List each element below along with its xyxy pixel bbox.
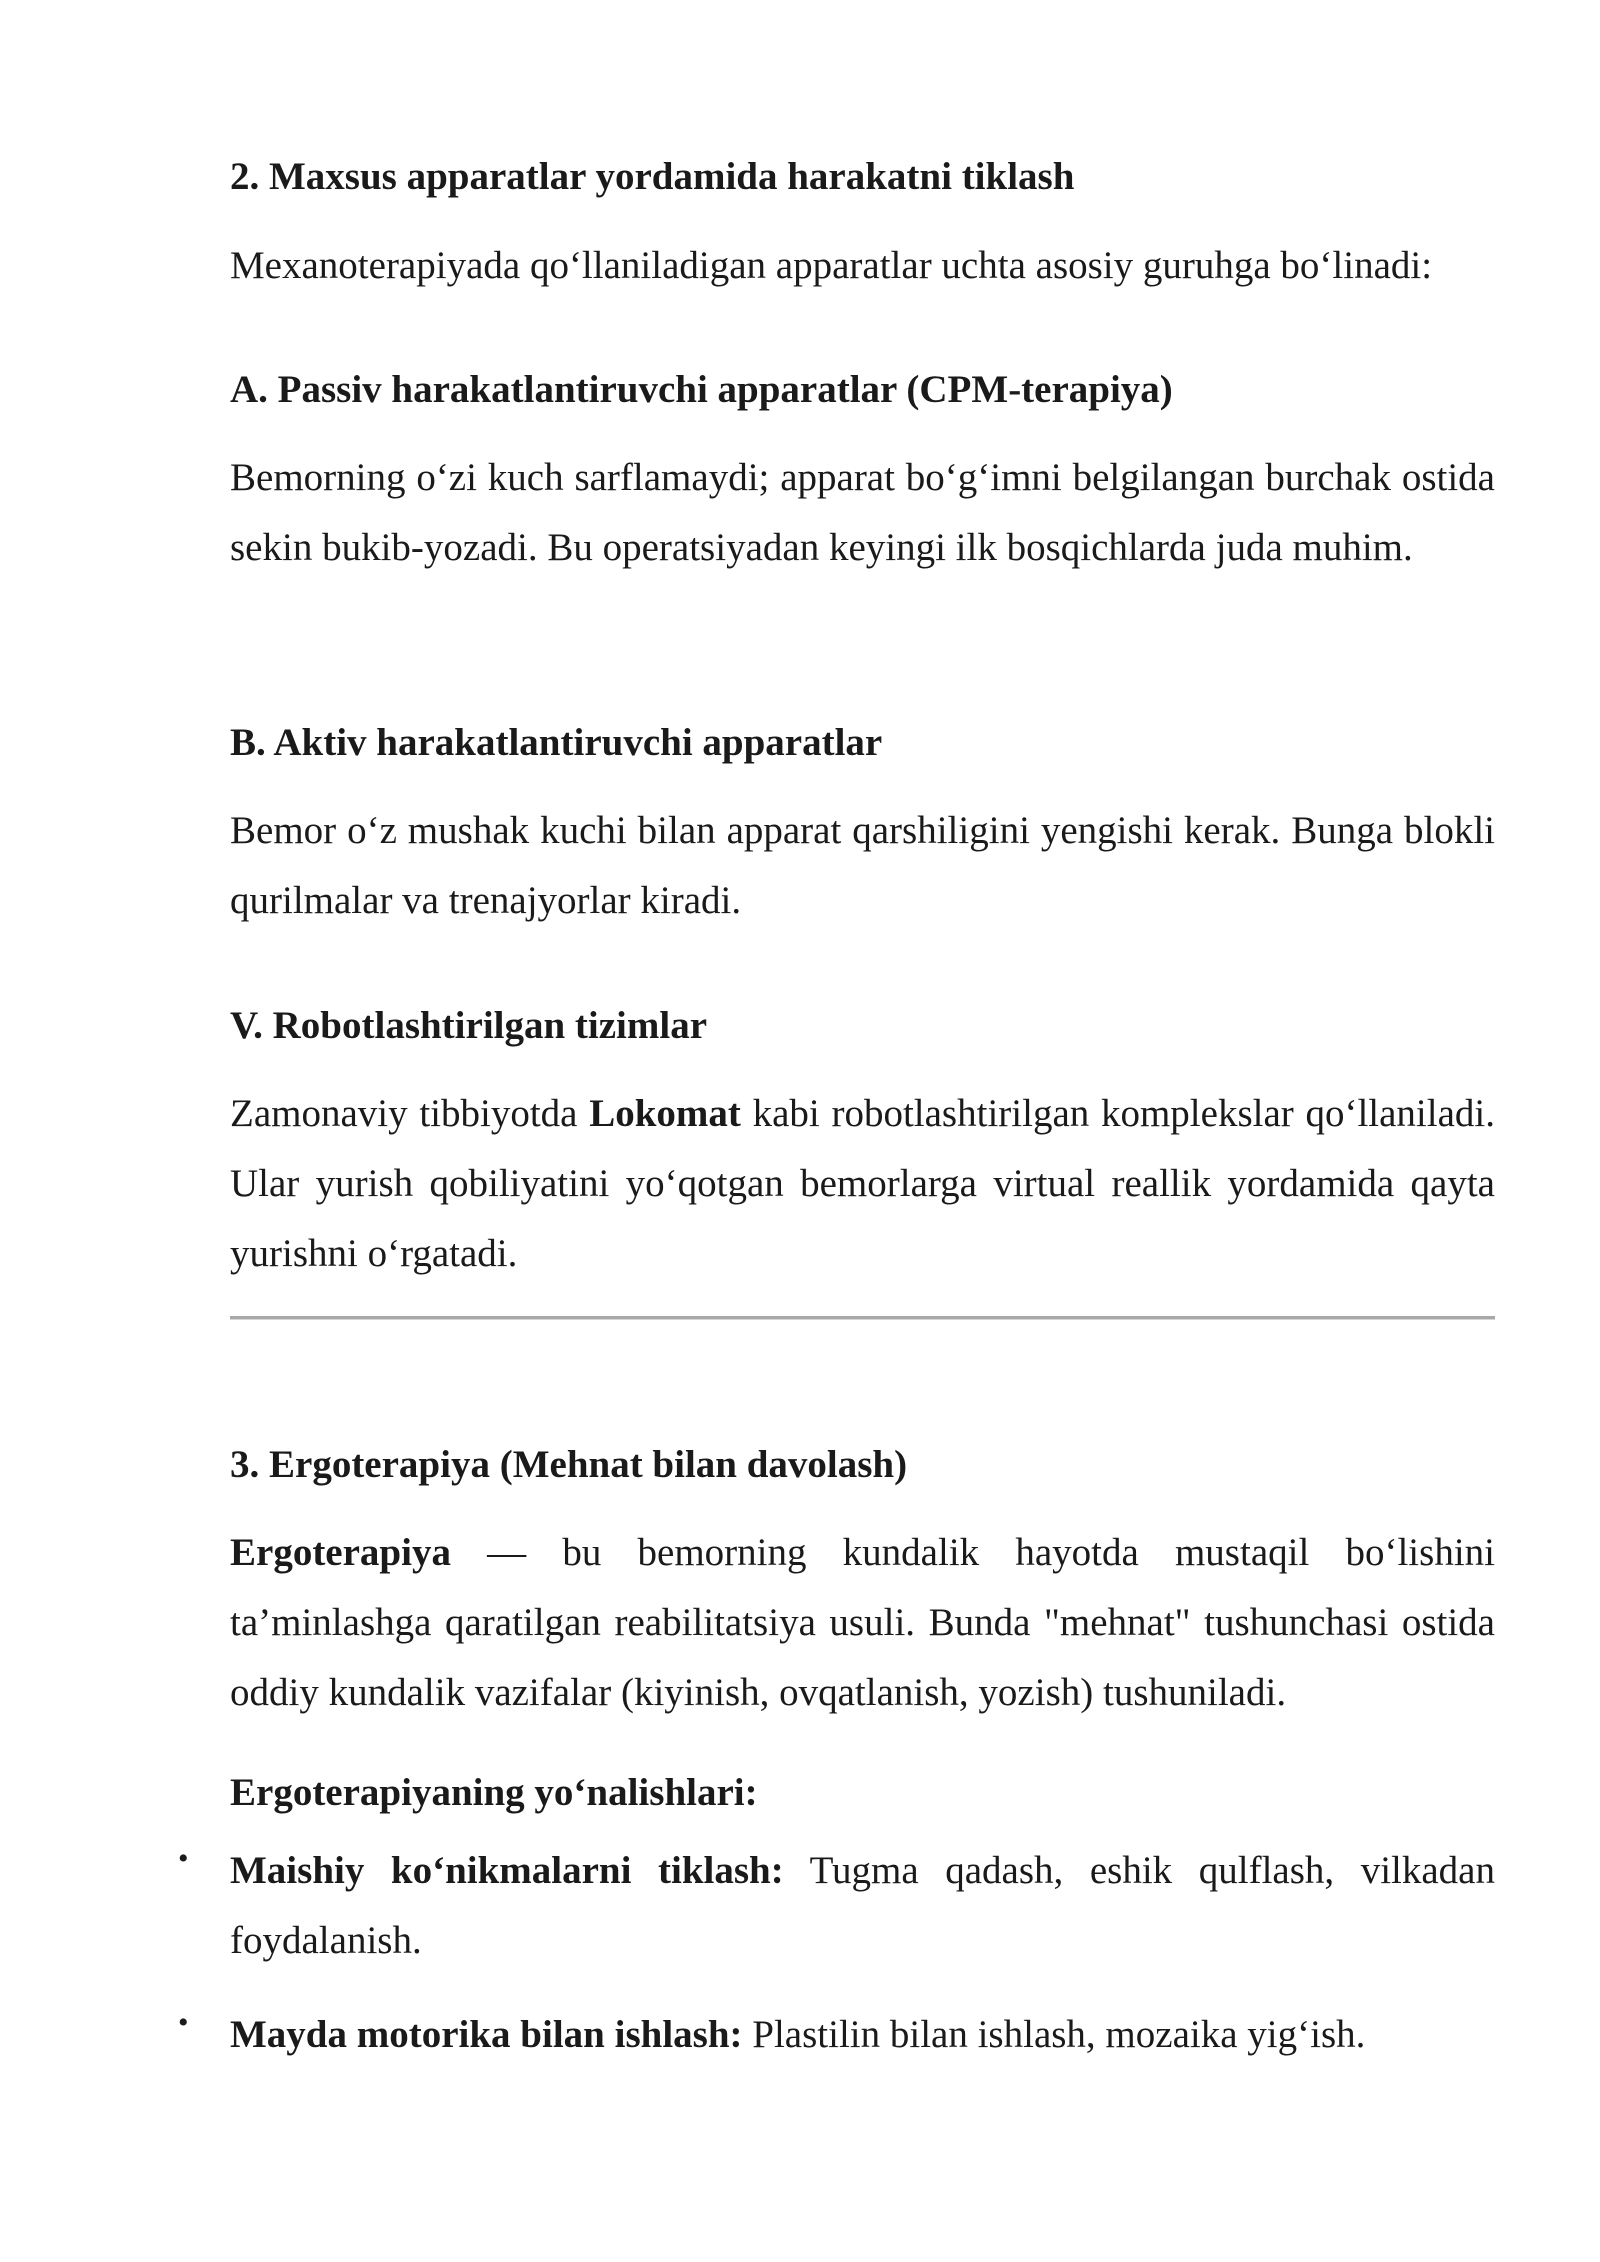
section-3-definition-text: — bu bemorning kundalik hayotda mustaqil bo‘lishini ta’minlashga qaratilgan reabilitatsiya usuli. Bunda "mehnat" tushunchasi ostida oddiy kundalik vazifalar (kiyinish, ovqatlanish, yozish) tushuniladi.	[230, 1531, 1495, 1714]
subsection-b	[230, 718, 1495, 768]
subsection-a-text: Bemorning o‘zi kuch sarflamaydi; apparat bo‘g‘imni belgilangan burchak ostida sekin bukib-yozadi. Bu operatsiyadan keyingi ilk bosqichlarda juda muhim.	[230, 456, 1495, 569]
section-2-intro: Mexanoterapiyada qo‘llaniladigan apparatlar uchta asosiy guruhga bo‘linadi:	[230, 244, 1433, 287]
section-2-title: 2. Maxsus apparatlar yordamida harakatni tiklash	[230, 155, 1075, 198]
section-3-definition-block	[230, 1518, 1495, 1728]
list-item-body: Plastilin bilan ishlash, mozaika yig‘ish.	[742, 2013, 1366, 2056]
subsection-b-body	[230, 796, 1495, 936]
subsection-v-text-before: Zamonaviy tibbiyotda	[230, 1092, 590, 1135]
subsection-a-body	[230, 443, 1495, 583]
list-item-lead: Maishiy ko‘nikmalarni tiklash:	[230, 1849, 784, 1892]
list-item	[178, 2000, 1495, 2070]
subsection-b-title: B. Aktiv harakatlantiruvchi apparatlar	[230, 721, 883, 764]
list-item-text	[230, 1836, 1495, 1976]
bullet-marker: •	[178, 2006, 189, 2039]
subsection-a-title: A. Passiv harakatlantiruvchi apparatlar (CPM-terapiya)	[230, 368, 1173, 411]
subsection-v-text-after: kabi robotlashtirilgan komplekslar qo‘llaniladi. Ular yurish qobiliyatini yo‘qotgan bemorlarga virtual reallik yordamida qayta yurishni o‘rgatadi.	[230, 1092, 1496, 1275]
list-item-body: Tugma qadash, eshik qulflash, vilkadan foydalanish.	[230, 1849, 1495, 1962]
section-2	[230, 152, 1495, 202]
subsection-b-text: Bemor o‘z mushak kuchi bilan apparat qarshiligini yengishi kerak. Bunga blokli qurilmalar va trenajyorlar kiradi.	[230, 809, 1495, 922]
subsection-a	[230, 365, 1495, 415]
subsection-v	[230, 1001, 1495, 1051]
subsection-v-text	[230, 1079, 1495, 1289]
lokomat-term: Lokomat	[589, 1092, 741, 1135]
directions-title: Ergoterapiyaning yo‘nalishlari:	[230, 1771, 758, 1814]
section-3	[230, 1440, 1495, 1490]
directions-block	[230, 1758, 1495, 1828]
section-3-title: 3. Ergoterapiya (Mehnat bilan davolash)	[230, 1443, 908, 1486]
bullet-marker: •	[178, 1842, 189, 1875]
subsection-v-body	[230, 1079, 1495, 1289]
subsection-v-title: V. Robotlashtirilgan tizimlar	[230, 1004, 708, 1047]
list-item-lead: Mayda motorika bilan ishlash:	[230, 2013, 743, 2056]
section-divider	[230, 1316, 1495, 1320]
ergoterapiya-term: Ergoterapiya	[230, 1531, 451, 1574]
section-2-intro-block	[230, 231, 1495, 301]
list-item	[178, 1836, 1495, 1976]
section-3-definition	[230, 1518, 1495, 1728]
list-item-text	[230, 2000, 1495, 2070]
